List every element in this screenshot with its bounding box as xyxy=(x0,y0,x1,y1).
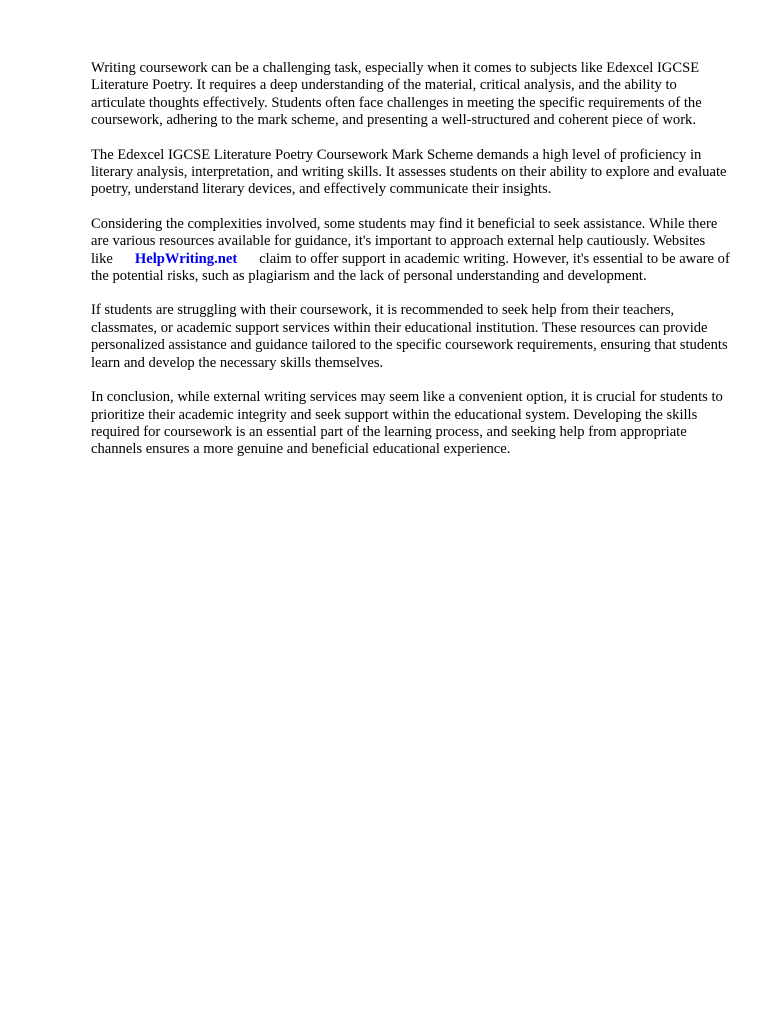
paragraph-assistance xyxy=(91,216,731,286)
paragraph-recommendation: If students are struggling with their coursework, it is recommended to seek help from their teachers, classmates, or academic support services within their educational institution. These resources can provide personalized assistance and guidance tailored to the specific coursework requirements, ensuring that students learn and develop the necessary skills themselves. xyxy=(91,302,728,371)
helpwriting-link[interactable]: HelpWriting.net xyxy=(134,250,238,267)
assistance-text-after: claim to offer support in academic writing. However, it's essential to be aware of the potential risks, such as plagiarism and the lack of personal understanding and development. xyxy=(91,250,730,285)
document-body xyxy=(91,60,731,476)
paragraph-conclusion: In conclusion, while external writing services may seem like a convenient option, it is crucial for students to prioritize their academic integrity and seek support within the educational system. Developing the skills required for coursework is an essential part of the learning process, and seeking help from appropriate channels ensures a more genuine and beneficial educational experience. xyxy=(91,389,723,458)
paragraph-intro: Writing coursework can be a challenging task, especially when it comes to subjects like Edexcel IGCSE Literature Poetry. It requires a deep understanding of the material, critical analysis, and the ability to articulate thoughts effectively. Students often face challenges in meeting the specific requirements of the coursework, adhering to the mark scheme, and presenting a well-structured and coherent piece of work. xyxy=(91,60,702,129)
assistance-text-before: Considering the complexities involved, some students may find it beneficial to seek assistance. While there are various resources available for guidance, it's important to approach external help cautiously. Websites like xyxy=(91,215,718,267)
paragraph-mark-scheme: The Edexcel IGCSE Literature Poetry Coursework Mark Scheme demands a high level of proficiency in literary analysis, interpretation, and writing skills. It assesses students on their ability to explore and evaluate poetry, understand literary devices, and effectively communicate their insights. xyxy=(91,146,727,198)
